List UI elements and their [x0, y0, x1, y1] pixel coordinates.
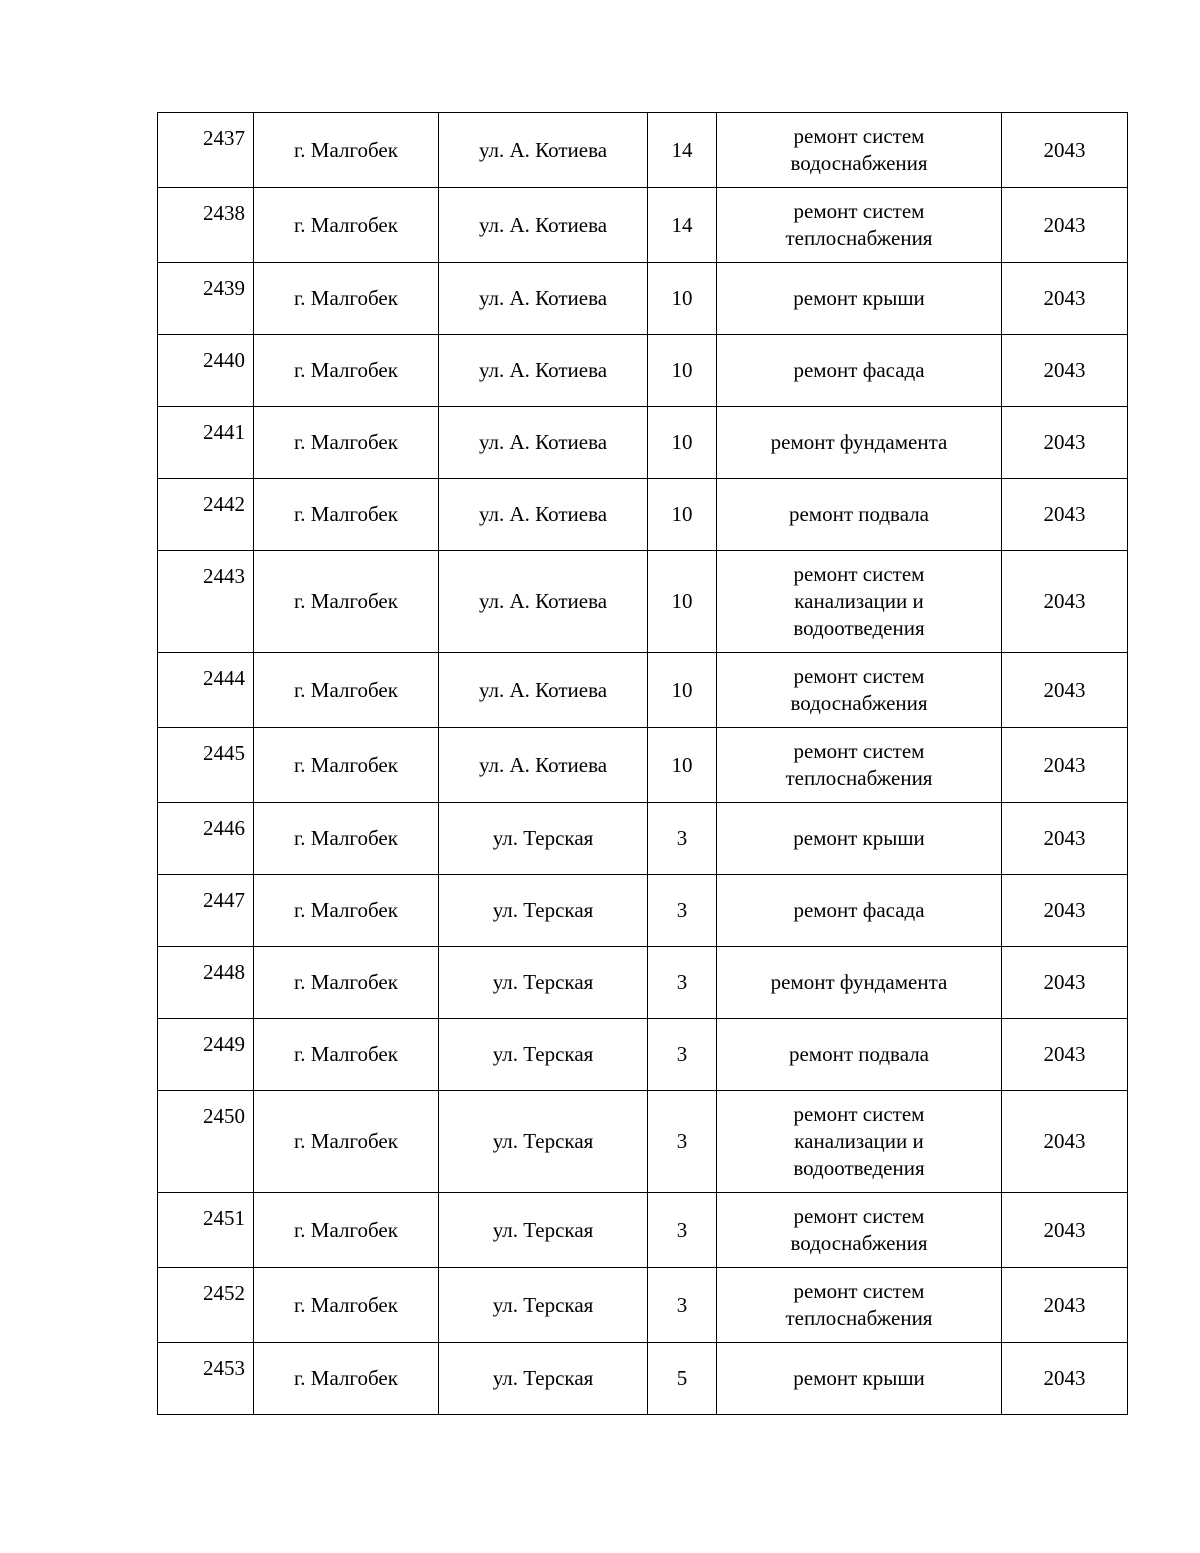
city-cell: г. Малгобек [254, 1268, 439, 1343]
work-line: ремонт систем [793, 199, 925, 223]
table-row [158, 551, 1128, 653]
street-cell: ул. Терская [439, 947, 648, 1019]
street-cell: ул. Терская [439, 1091, 648, 1193]
city-cell: г. Малгобек [254, 947, 439, 1019]
row-number: 2448 [158, 947, 254, 1019]
work-cell [717, 551, 1002, 653]
row-number: 2453 [158, 1343, 254, 1415]
house-cell: 3 [648, 1268, 717, 1343]
year-cell: 2043 [1002, 335, 1128, 407]
work-cell [717, 1019, 1002, 1091]
city-cell: г. Малгобек [254, 1343, 439, 1415]
street-cell: ул. А. Котиева [439, 551, 648, 653]
table-row [158, 263, 1128, 335]
year-cell: 2043 [1002, 479, 1128, 551]
street-cell: ул. Терская [439, 803, 648, 875]
city-cell: г. Малгобек [254, 875, 439, 947]
house-cell: 3 [648, 947, 717, 1019]
row-number: 2450 [158, 1091, 254, 1193]
street-cell: ул. Терская [439, 1019, 648, 1091]
row-number: 2452 [158, 1268, 254, 1343]
table-row [158, 1019, 1128, 1091]
city-cell: г. Малгобек [254, 407, 439, 479]
work-cell [717, 1091, 1002, 1193]
city-cell: г. Малгобек [254, 335, 439, 407]
city-cell: г. Малгобек [254, 551, 439, 653]
work-line: теплоснабжения [785, 766, 933, 790]
row-number: 2446 [158, 803, 254, 875]
table-row [158, 1268, 1128, 1343]
table-row [158, 113, 1128, 188]
work-line: ремонт систем [793, 124, 925, 148]
house-cell: 3 [648, 803, 717, 875]
street-cell: ул. А. Котиева [439, 728, 648, 803]
house-cell: 10 [648, 479, 717, 551]
row-number: 2447 [158, 875, 254, 947]
house-cell: 3 [648, 875, 717, 947]
street-cell: ул. Терская [439, 1193, 648, 1268]
street-cell: ул. А. Котиева [439, 653, 648, 728]
work-line: ремонт систем [793, 664, 925, 688]
work-cell [717, 653, 1002, 728]
house-cell: 10 [648, 653, 717, 728]
work-line: ремонт систем [793, 739, 925, 763]
house-cell: 10 [648, 335, 717, 407]
street-cell: ул. Терская [439, 1268, 648, 1343]
row-number: 2442 [158, 479, 254, 551]
work-cell [717, 188, 1002, 263]
work-cell [717, 1343, 1002, 1415]
work-cell [717, 1268, 1002, 1343]
city-cell: г. Малгобек [254, 728, 439, 803]
row-number: 2449 [158, 1019, 254, 1091]
street-cell: ул. А. Котиева [439, 479, 648, 551]
house-cell: 3 [648, 1091, 717, 1193]
work-cell [717, 875, 1002, 947]
table-row [158, 188, 1128, 263]
work-line: водоснабжения [790, 151, 928, 175]
street-cell: ул. А. Котиева [439, 188, 648, 263]
year-cell: 2043 [1002, 653, 1128, 728]
table-row [158, 479, 1128, 551]
row-number: 2439 [158, 263, 254, 335]
house-cell: 5 [648, 1343, 717, 1415]
work-line: канализации и [794, 1129, 924, 1153]
row-number: 2445 [158, 728, 254, 803]
year-cell: 2043 [1002, 947, 1128, 1019]
year-cell: 2043 [1002, 113, 1128, 188]
work-line: ремонт фундамента [770, 970, 948, 994]
work-line: водоотведения [793, 616, 925, 640]
street-cell: ул. А. Котиева [439, 263, 648, 335]
year-cell: 2043 [1002, 551, 1128, 653]
work-cell [717, 803, 1002, 875]
city-cell: г. Малгобек [254, 653, 439, 728]
street-cell: ул. Терская [439, 875, 648, 947]
year-cell: 2043 [1002, 1343, 1128, 1415]
house-cell: 10 [648, 551, 717, 653]
work-cell [717, 728, 1002, 803]
year-cell: 2043 [1002, 1268, 1128, 1343]
work-cell [717, 479, 1002, 551]
work-line: ремонт систем [793, 562, 925, 586]
year-cell: 2043 [1002, 263, 1128, 335]
year-cell: 2043 [1002, 1019, 1128, 1091]
table-row [158, 407, 1128, 479]
row-number: 2437 [158, 113, 254, 188]
row-number: 2443 [158, 551, 254, 653]
street-cell: ул. А. Котиева [439, 113, 648, 188]
table-row [158, 1343, 1128, 1415]
city-cell: г. Малгобек [254, 1193, 439, 1268]
work-cell [717, 407, 1002, 479]
table-row [158, 1193, 1128, 1268]
city-cell: г. Малгобек [254, 188, 439, 263]
row-number: 2441 [158, 407, 254, 479]
year-cell: 2043 [1002, 188, 1128, 263]
year-cell: 2043 [1002, 407, 1128, 479]
row-number: 2444 [158, 653, 254, 728]
table-row [158, 1091, 1128, 1193]
work-cell [717, 1193, 1002, 1268]
work-line: водоснабжения [790, 1231, 928, 1255]
work-line: ремонт систем [793, 1102, 925, 1126]
work-line: ремонт фасада [793, 358, 925, 382]
row-number: 2438 [158, 188, 254, 263]
house-cell: 10 [648, 728, 717, 803]
work-line: ремонт крыши [793, 826, 925, 850]
work-line: ремонт систем [793, 1279, 925, 1303]
city-cell: г. Малгобек [254, 113, 439, 188]
work-line: водоснабжения [790, 691, 928, 715]
street-cell: ул. А. Котиева [439, 335, 648, 407]
table-row [158, 875, 1128, 947]
work-line: ремонт крыши [793, 1366, 925, 1390]
work-line: ремонт подвала [788, 502, 930, 526]
work-line: теплоснабжения [785, 1306, 933, 1330]
house-cell: 14 [648, 188, 717, 263]
city-cell: г. Малгобек [254, 479, 439, 551]
house-cell: 14 [648, 113, 717, 188]
city-cell: г. Малгобек [254, 1091, 439, 1193]
work-line: ремонт фундамента [770, 430, 948, 454]
work-line: ремонт крыши [793, 286, 925, 310]
city-cell: г. Малгобек [254, 803, 439, 875]
work-line: теплоснабжения [785, 226, 933, 250]
work-cell [717, 335, 1002, 407]
house-cell: 3 [648, 1019, 717, 1091]
table-row [158, 728, 1128, 803]
year-cell: 2043 [1002, 803, 1128, 875]
year-cell: 2043 [1002, 875, 1128, 947]
row-number: 2440 [158, 335, 254, 407]
work-line: ремонт фасада [793, 898, 925, 922]
row-number: 2451 [158, 1193, 254, 1268]
work-line: ремонт подвала [788, 1042, 930, 1066]
year-cell: 2043 [1002, 728, 1128, 803]
house-cell: 10 [648, 263, 717, 335]
work-cell [717, 113, 1002, 188]
works-table [157, 112, 1128, 1415]
street-cell: ул. А. Котиева [439, 407, 648, 479]
table-row [158, 947, 1128, 1019]
work-line: водоотведения [793, 1156, 925, 1180]
year-cell: 2043 [1002, 1193, 1128, 1268]
table-row [158, 803, 1128, 875]
year-cell: 2043 [1002, 1091, 1128, 1193]
city-cell: г. Малгобек [254, 263, 439, 335]
house-cell: 10 [648, 407, 717, 479]
work-cell [717, 263, 1002, 335]
table-row [158, 653, 1128, 728]
works-table-body [158, 113, 1128, 1415]
city-cell: г. Малгобек [254, 1019, 439, 1091]
house-cell: 3 [648, 1193, 717, 1268]
work-cell [717, 947, 1002, 1019]
street-cell: ул. Терская [439, 1343, 648, 1415]
table-row [158, 335, 1128, 407]
work-line: канализации и [794, 589, 924, 613]
work-line: ремонт систем [793, 1204, 925, 1228]
